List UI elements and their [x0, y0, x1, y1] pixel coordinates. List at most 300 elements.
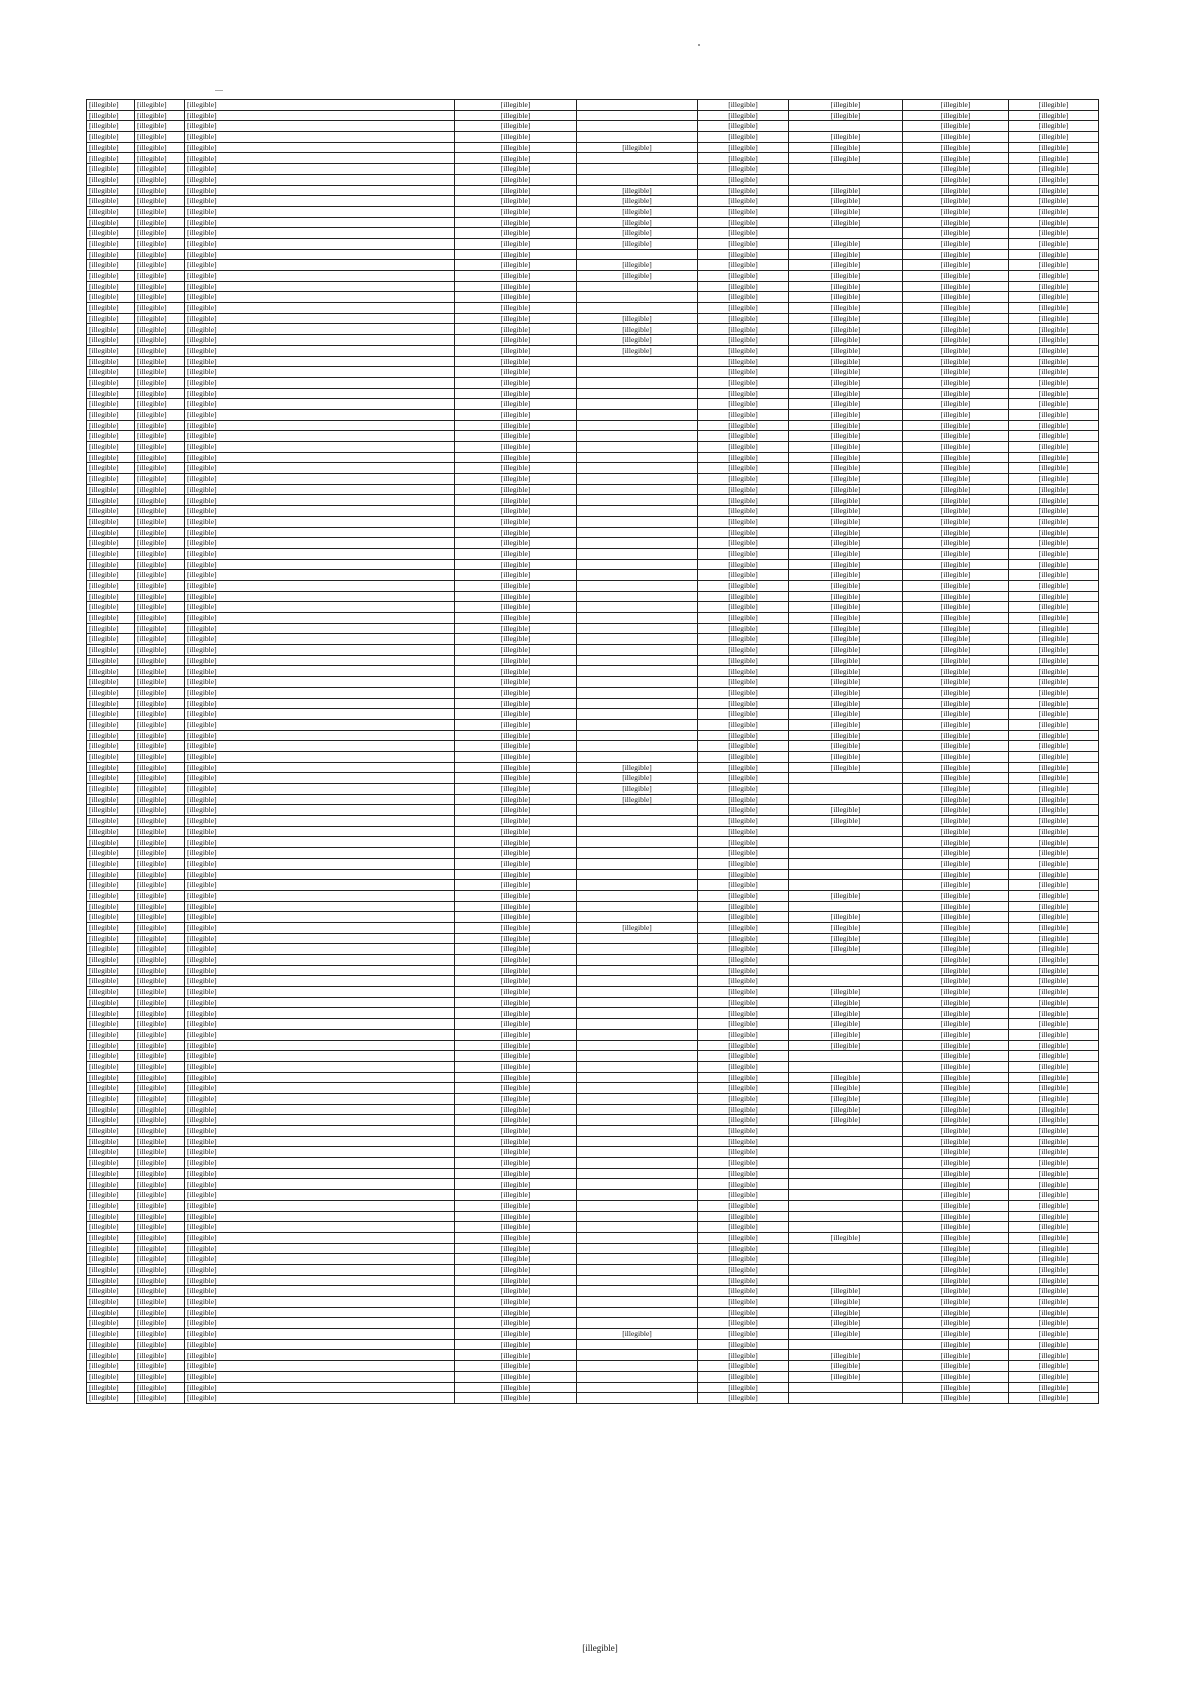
period-cell: [illegible]: [1009, 1093, 1099, 1104]
period-cell: [illegible]: [1009, 110, 1099, 121]
record-id-cell: [illegible]: [87, 591, 135, 602]
record-id-cell: [illegible]: [87, 634, 135, 645]
table-row: [87, 794, 1099, 805]
period-cell: [illegible]: [789, 452, 903, 463]
record-id-cell: [illegible]: [87, 1168, 135, 1179]
period-cell: [577, 132, 698, 143]
period-cell: [illegible]: [455, 955, 577, 966]
period-cell: [illegible]: [455, 420, 577, 431]
period-cell: [illegible]: [577, 762, 698, 773]
record-id-cell: [illegible]: [87, 1126, 135, 1137]
period-cell: [577, 1168, 698, 1179]
period-cell: [illegible]: [1009, 409, 1099, 420]
record-id-cell: [illegible]: [87, 1361, 135, 1372]
item-number-cell: [illegible]: [135, 944, 185, 955]
period-cell: [illegible]: [698, 1200, 789, 1211]
period-cell: [577, 249, 698, 260]
period-cell: [illegible]: [903, 677, 1009, 688]
period-cell: [illegible]: [1009, 762, 1099, 773]
period-cell: [789, 1136, 903, 1147]
period-cell: [illegible]: [455, 142, 577, 153]
record-id-cell: [illegible]: [87, 955, 135, 966]
item-number-cell: [illegible]: [135, 335, 185, 346]
period-cell: [illegible]: [698, 1329, 789, 1340]
period-cell: [illegible]: [1009, 955, 1099, 966]
period-cell: [illegible]: [1009, 709, 1099, 720]
table-row: [87, 987, 1099, 998]
period-cell: [789, 773, 903, 784]
period-cell: [illegible]: [1009, 506, 1099, 517]
item-number-cell: [illegible]: [135, 377, 185, 388]
period-cell: [illegible]: [1009, 164, 1099, 175]
period-cell: [illegible]: [698, 1136, 789, 1147]
table-row: [87, 1136, 1099, 1147]
item-number-cell: [illegible]: [135, 431, 185, 442]
item-number-cell: [illegible]: [135, 1318, 185, 1329]
period-cell: [illegible]: [455, 1382, 577, 1393]
period-cell: [illegible]: [789, 484, 903, 495]
address-cell: [illegible]: [185, 751, 455, 762]
period-cell: [577, 1286, 698, 1297]
period-cell: [illegible]: [698, 409, 789, 420]
period-cell: [illegible]: [455, 1008, 577, 1019]
table-row: [87, 1200, 1099, 1211]
period-cell: [789, 1243, 903, 1254]
period-cell: [illegible]: [1009, 933, 1099, 944]
table-row: [87, 121, 1099, 132]
period-cell: [577, 623, 698, 634]
period-cell: [577, 463, 698, 474]
period-cell: [illegible]: [698, 1190, 789, 1201]
period-cell: [illegible]: [903, 153, 1009, 164]
table-row: [87, 495, 1099, 506]
period-cell: [illegible]: [455, 1104, 577, 1115]
item-number-cell: [illegible]: [135, 217, 185, 228]
period-cell: [illegible]: [698, 1115, 789, 1126]
item-number-cell: [illegible]: [135, 1029, 185, 1040]
table-row: [87, 249, 1099, 260]
period-cell: [illegible]: [903, 613, 1009, 624]
period-cell: [illegible]: [789, 538, 903, 549]
period-cell: [illegible]: [903, 399, 1009, 410]
period-cell: [577, 484, 698, 495]
table-row: [87, 452, 1099, 463]
period-cell: [577, 1147, 698, 1158]
scan-speck: [215, 90, 223, 91]
scan-speck: [698, 44, 700, 46]
period-cell: [illegible]: [455, 1061, 577, 1072]
period-cell: [illegible]: [455, 1371, 577, 1382]
address-cell: [illegible]: [185, 1158, 455, 1169]
period-cell: [illegible]: [455, 335, 577, 346]
table-row: [87, 666, 1099, 677]
item-number-cell: [illegible]: [135, 1243, 185, 1254]
period-cell: [illegible]: [698, 260, 789, 271]
period-cell: [577, 100, 698, 111]
period-cell: [illegible]: [698, 335, 789, 346]
period-cell: [illegible]: [903, 377, 1009, 388]
address-cell: [illegible]: [185, 431, 455, 442]
period-cell: [illegible]: [903, 1232, 1009, 1243]
period-cell: [illegible]: [903, 1061, 1009, 1072]
period-cell: [illegible]: [455, 922, 577, 933]
period-cell: [illegible]: [789, 324, 903, 335]
item-number-cell: [illegible]: [135, 1093, 185, 1104]
period-cell: [illegible]: [698, 773, 789, 784]
item-number-cell: [illegible]: [135, 1008, 185, 1019]
address-cell: [illegible]: [185, 538, 455, 549]
period-cell: [577, 901, 698, 912]
period-cell: [illegible]: [903, 965, 1009, 976]
table-row: [87, 1350, 1099, 1361]
period-cell: [577, 442, 698, 453]
period-cell: [577, 495, 698, 506]
table-row: [87, 997, 1099, 1008]
period-cell: [illegible]: [455, 987, 577, 998]
period-cell: [illegible]: [1009, 687, 1099, 698]
period-cell: [illegible]: [455, 1254, 577, 1265]
item-number-cell: [illegible]: [135, 1222, 185, 1233]
period-cell: [789, 1339, 903, 1350]
table-row: [87, 730, 1099, 741]
period-cell: [789, 955, 903, 966]
record-id-cell: [illegible]: [87, 1093, 135, 1104]
address-cell: [illegible]: [185, 1329, 455, 1340]
period-cell: [illegible]: [577, 1329, 698, 1340]
period-cell: [illegible]: [1009, 1083, 1099, 1094]
period-cell: [illegible]: [455, 313, 577, 324]
period-cell: [illegible]: [1009, 388, 1099, 399]
period-cell: [illegible]: [698, 751, 789, 762]
period-cell: [illegible]: [1009, 848, 1099, 859]
period-cell: [illegible]: [789, 591, 903, 602]
period-cell: [illegible]: [455, 1051, 577, 1062]
table-row: [87, 399, 1099, 410]
address-cell: [illegible]: [185, 228, 455, 239]
record-id-cell: [illegible]: [87, 1382, 135, 1393]
period-cell: [577, 570, 698, 581]
period-cell: [illegible]: [789, 580, 903, 591]
period-cell: [illegible]: [455, 271, 577, 282]
period-cell: [illegible]: [1009, 548, 1099, 559]
period-cell: [illegible]: [789, 516, 903, 527]
table-row: [87, 548, 1099, 559]
period-cell: [illegible]: [1009, 324, 1099, 335]
record-id-cell: [illegible]: [87, 1307, 135, 1318]
period-cell: [577, 452, 698, 463]
period-cell: [illegible]: [1009, 132, 1099, 143]
record-id-cell: [illegible]: [87, 1104, 135, 1115]
item-number-cell: [illegible]: [135, 313, 185, 324]
address-cell: [illegible]: [185, 164, 455, 175]
period-cell: [illegible]: [789, 666, 903, 677]
table-row: [87, 538, 1099, 549]
table-row: [87, 762, 1099, 773]
item-number-cell: [illegible]: [135, 1264, 185, 1275]
address-cell: [illegible]: [185, 356, 455, 367]
period-cell: [illegible]: [1009, 698, 1099, 709]
item-number-cell: [illegible]: [135, 164, 185, 175]
period-cell: [illegible]: [455, 1243, 577, 1254]
address-cell: [illegible]: [185, 174, 455, 185]
record-id-cell: [illegible]: [87, 388, 135, 399]
table-row: [87, 206, 1099, 217]
record-id-cell: [illegible]: [87, 848, 135, 859]
period-cell: [illegible]: [455, 452, 577, 463]
table-row: [87, 1158, 1099, 1169]
item-number-cell: [illegible]: [135, 602, 185, 613]
period-cell: [illegible]: [455, 506, 577, 517]
period-cell: [577, 1200, 698, 1211]
period-cell: [illegible]: [1009, 634, 1099, 645]
period-cell: [illegible]: [903, 548, 1009, 559]
table-row: [87, 858, 1099, 869]
period-cell: [illegible]: [455, 196, 577, 207]
period-cell: [577, 858, 698, 869]
period-cell: [illegible]: [1009, 1029, 1099, 1040]
address-cell: [illegible]: [185, 1190, 455, 1201]
address-cell: [illegible]: [185, 762, 455, 773]
address-cell: [illegible]: [185, 1307, 455, 1318]
period-cell: [577, 1126, 698, 1137]
item-number-cell: [illegible]: [135, 677, 185, 688]
period-cell: [illegible]: [903, 901, 1009, 912]
record-id-cell: [illegible]: [87, 1264, 135, 1275]
period-cell: [illegible]: [698, 1029, 789, 1040]
record-id-cell: [illegible]: [87, 890, 135, 901]
period-cell: [illegible]: [789, 313, 903, 324]
period-cell: [illegible]: [903, 238, 1009, 249]
period-cell: [577, 1115, 698, 1126]
period-cell: [illegible]: [455, 474, 577, 485]
period-cell: [illegible]: [903, 666, 1009, 677]
item-number-cell: [illegible]: [135, 356, 185, 367]
period-cell: [illegible]: [1009, 442, 1099, 453]
item-number-cell: [illegible]: [135, 1072, 185, 1083]
period-cell: [illegible]: [1009, 1072, 1099, 1083]
period-cell: [illegible]: [455, 1297, 577, 1308]
period-cell: [577, 1254, 698, 1265]
period-cell: [illegible]: [1009, 677, 1099, 688]
period-cell: [illegible]: [903, 1286, 1009, 1297]
period-cell: [illegible]: [903, 345, 1009, 356]
period-cell: [577, 174, 698, 185]
period-cell: [illegible]: [1009, 751, 1099, 762]
item-number-cell: [illegible]: [135, 1061, 185, 1072]
period-cell: [illegible]: [1009, 987, 1099, 998]
item-number-cell: [illegible]: [135, 826, 185, 837]
period-cell: [illegible]: [698, 548, 789, 559]
item-number-cell: [illegible]: [135, 912, 185, 923]
period-cell: [577, 730, 698, 741]
period-cell: [789, 164, 903, 175]
period-cell: [illegible]: [789, 260, 903, 271]
period-cell: [illegible]: [903, 837, 1009, 848]
period-cell: [illegible]: [455, 367, 577, 378]
period-cell: [illegible]: [698, 1051, 789, 1062]
item-number-cell: [illegible]: [135, 1190, 185, 1201]
address-cell: [illegible]: [185, 559, 455, 570]
period-cell: [illegible]: [455, 591, 577, 602]
address-cell: [illegible]: [185, 217, 455, 228]
address-cell: [illegible]: [185, 794, 455, 805]
period-cell: [illegible]: [455, 869, 577, 880]
period-cell: [illegible]: [577, 196, 698, 207]
item-number-cell: [illegible]: [135, 1232, 185, 1243]
address-cell: [illegible]: [185, 1382, 455, 1393]
item-number-cell: [illegible]: [135, 538, 185, 549]
period-cell: [illegible]: [903, 912, 1009, 923]
record-id-cell: [illegible]: [87, 1222, 135, 1233]
item-number-cell: [illegible]: [135, 249, 185, 260]
period-cell: [illegible]: [698, 121, 789, 132]
period-cell: [illegible]: [455, 399, 577, 410]
period-cell: [illegible]: [1009, 858, 1099, 869]
table-row: [87, 1275, 1099, 1286]
period-cell: [789, 848, 903, 859]
period-cell: [illegible]: [789, 1029, 903, 1040]
period-cell: [illegible]: [455, 1232, 577, 1243]
period-cell: [illegible]: [1009, 912, 1099, 923]
item-number-cell: [illegible]: [135, 666, 185, 677]
address-cell: [illegible]: [185, 452, 455, 463]
period-cell: [illegible]: [789, 997, 903, 1008]
item-number-cell: [illegible]: [135, 709, 185, 720]
period-cell: [illegible]: [455, 1040, 577, 1051]
period-cell: [577, 409, 698, 420]
record-id-cell: [illegible]: [87, 121, 135, 132]
address-cell: [illegible]: [185, 388, 455, 399]
period-cell: [illegible]: [1009, 1158, 1099, 1169]
period-cell: [illegible]: [903, 409, 1009, 420]
table-row: [87, 1307, 1099, 1318]
table-row: [87, 217, 1099, 228]
period-cell: [illegible]: [1009, 869, 1099, 880]
period-cell: [illegible]: [577, 185, 698, 196]
period-cell: [illegible]: [1009, 1382, 1099, 1393]
period-cell: [illegible]: [455, 1158, 577, 1169]
period-cell: [789, 965, 903, 976]
record-id-cell: [illegible]: [87, 100, 135, 111]
period-cell: [illegible]: [1009, 1019, 1099, 1030]
period-cell: [illegible]: [455, 1200, 577, 1211]
table-row: [87, 751, 1099, 762]
period-cell: [illegible]: [1009, 1061, 1099, 1072]
period-cell: [illegible]: [1009, 591, 1099, 602]
table-row: [87, 613, 1099, 624]
item-number-cell: [illegible]: [135, 132, 185, 143]
period-cell: [illegible]: [1009, 260, 1099, 271]
period-cell: [577, 153, 698, 164]
table-row: [87, 1393, 1099, 1404]
period-cell: [illegible]: [577, 794, 698, 805]
record-id-cell: [illegible]: [87, 345, 135, 356]
address-cell: [illegible]: [185, 442, 455, 453]
table-row: [87, 719, 1099, 730]
record-id-cell: [illegible]: [87, 965, 135, 976]
period-cell: [illegible]: [1009, 1371, 1099, 1382]
period-cell: [illegible]: [903, 997, 1009, 1008]
item-number-cell: [illegible]: [135, 409, 185, 420]
address-cell: [illegible]: [185, 741, 455, 752]
table-row: [87, 773, 1099, 784]
record-id-cell: [illegible]: [87, 751, 135, 762]
item-number-cell: [illegible]: [135, 324, 185, 335]
table-row: [87, 484, 1099, 495]
period-cell: [577, 944, 698, 955]
item-number-cell: [illegible]: [135, 1211, 185, 1222]
period-cell: [illegible]: [698, 826, 789, 837]
address-cell: [illegible]: [185, 281, 455, 292]
record-id-cell: [illegible]: [87, 1029, 135, 1040]
period-cell: [illegible]: [455, 217, 577, 228]
item-number-cell: [illegible]: [135, 1275, 185, 1286]
period-cell: [789, 1275, 903, 1286]
period-cell: [illegible]: [455, 805, 577, 816]
period-cell: [illegible]: [789, 196, 903, 207]
period-cell: [illegible]: [455, 773, 577, 784]
period-cell: [illegible]: [455, 100, 577, 111]
record-id-cell: [illegible]: [87, 1040, 135, 1051]
period-cell: [577, 1371, 698, 1382]
item-number-cell: [illegible]: [135, 228, 185, 239]
period-cell: [illegible]: [698, 303, 789, 314]
period-cell: [577, 121, 698, 132]
item-number-cell: [illegible]: [135, 858, 185, 869]
period-cell: [illegible]: [455, 997, 577, 1008]
address-cell: [illegible]: [185, 185, 455, 196]
period-cell: [illegible]: [698, 495, 789, 506]
item-number-cell: [illegible]: [135, 570, 185, 581]
table-row: [87, 516, 1099, 527]
period-cell: [illegible]: [1009, 880, 1099, 891]
period-cell: [illegible]: [789, 1297, 903, 1308]
period-cell: [illegible]: [698, 516, 789, 527]
period-cell: [789, 1061, 903, 1072]
period-cell: [illegible]: [698, 816, 789, 827]
table-row: [87, 1008, 1099, 1019]
period-cell: [illegible]: [455, 110, 577, 121]
period-cell: [illegible]: [455, 880, 577, 891]
record-id-cell: [illegible]: [87, 292, 135, 303]
period-cell: [illegible]: [903, 559, 1009, 570]
period-cell: [illegible]: [1009, 965, 1099, 976]
record-id-cell: [illegible]: [87, 1061, 135, 1072]
period-cell: [577, 805, 698, 816]
period-cell: [illegible]: [903, 1339, 1009, 1350]
address-cell: [illegible]: [185, 303, 455, 314]
address-cell: [illegible]: [185, 1008, 455, 1019]
period-cell: [577, 1051, 698, 1062]
period-cell: [illegible]: [698, 345, 789, 356]
period-cell: [illegible]: [903, 869, 1009, 880]
address-cell: [illegible]: [185, 548, 455, 559]
table-row: [87, 976, 1099, 987]
table-row: [87, 260, 1099, 271]
period-cell: [577, 420, 698, 431]
record-id-cell: [illegible]: [87, 784, 135, 795]
period-cell: [illegible]: [698, 1232, 789, 1243]
period-cell: [illegible]: [455, 1329, 577, 1340]
record-id-cell: [illegible]: [87, 826, 135, 837]
record-id-cell: [illegible]: [87, 880, 135, 891]
period-cell: [illegible]: [903, 976, 1009, 987]
record-id-cell: [illegible]: [87, 1350, 135, 1361]
period-cell: [illegible]: [577, 922, 698, 933]
table-row: [87, 1040, 1099, 1051]
period-cell: [illegible]: [455, 377, 577, 388]
period-cell: [illegible]: [1009, 1115, 1099, 1126]
